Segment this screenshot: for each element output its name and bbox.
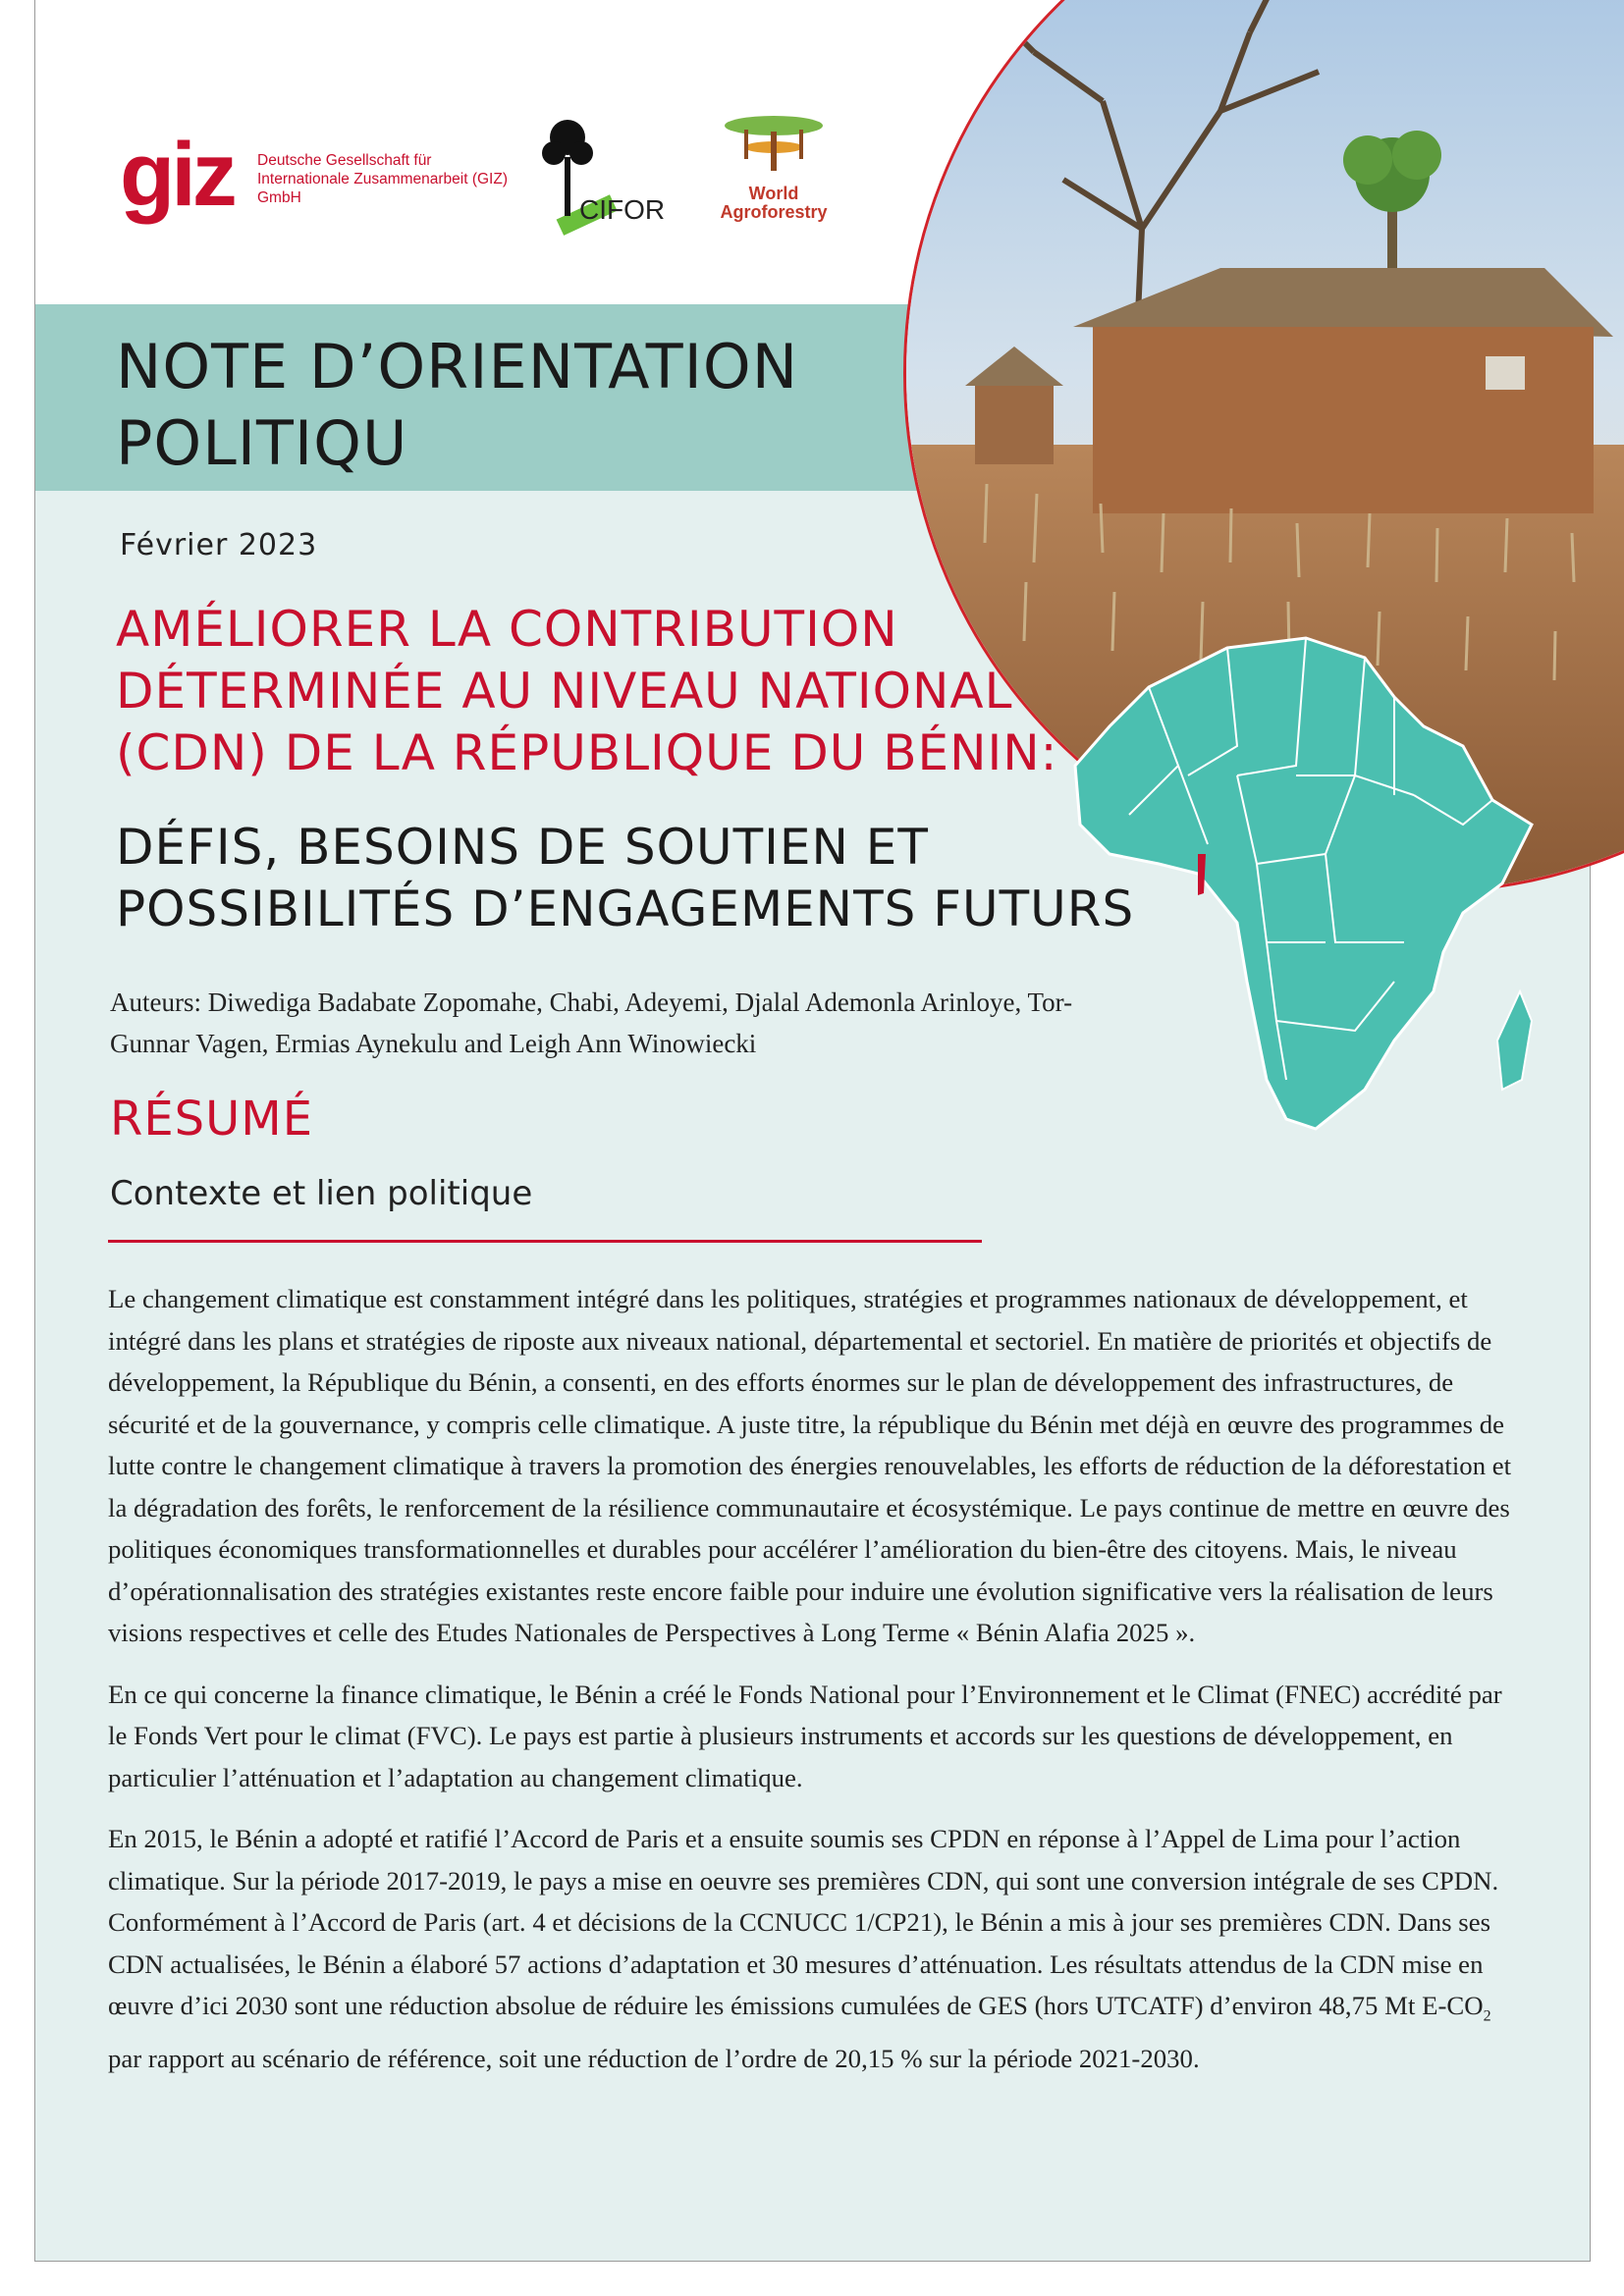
giz-mark: giz	[120, 125, 234, 225]
summary-paragraph-2: En ce qui concerne la finance climatique, le Bénin a créé le Fonds National pour l’Environnement et le Climat (FNEC) accrédité par le Fonds Vert pour le climat (FVC). Le pays est partie à plusieurs instruments et accords sur les questions de développement, en particulier l’atténuation et l’adaptation au changement climatique.	[108, 1679, 1502, 1792]
authors: Auteurs: Diwediga Badabate Zopomahe, Chabi, Adeyemi, Djalal Ademonla Arinloye, Tor-Gunnar Vagen, Ermias Aynekulu and Leigh Ann Winowiecki	[110, 988, 1073, 1058]
summary-paragraph-3: En 2015, le Bénin a adopté et ratifié l’Accord de Paris et a ensuite soumis ses CPDN en réponse à l’Appel de Lima pour l’action climatique. Sur la période 2017-2019, le pays a mise en oeuvre ses premières CDN, qui sont une conversion intégrale de ses CPDN. Conformément à l’Accord de Paris (art. 4 et décisions de la CCNUCC 1/CP21), le Bénin a mis à jour ses premières CDN. Dans ses CDN actualisées, le Bénin a élaboré 57 actions d’adaptation et 30 mesures d’atténuation. Les résultats attendus de la CDN mise en œuvre d’ici 2030 sont une réduction absolue de réduire les émissions cumulées de GES (hors UTCATF) d’environ 48,75 Mt $E-CO_2$ par rapport au scénario de référence, soit une réduction de l’ordre de 20,15 % sur la période 2021-2030.	[108, 1824, 1499, 2073]
document-type: NOTE D’ORIENTATION POLITIQU	[116, 331, 799, 479]
section-divider	[108, 1240, 982, 1243]
benin-marker	[1198, 854, 1206, 895]
title-subtitle: DÉFIS, BESOINS DE SOUTIEN ET POSSIBILITÉS D’ENGAGEMENTS FUTURS	[116, 819, 1135, 937]
world-agroforestry-logo	[715, 108, 842, 236]
giz-name: Deutsche Gesellschaft für Internationale Zusammenarbeit (GIZ) GmbH	[257, 152, 508, 206]
summary-paragraph-1: Le changement climatique est constamment intégré dans les politiques, stratégies et programmes nationaux de développement, et intégré dans les plans et stratégies de riposte aux niveaux national, départemental et sectoriel. En matière de priorités et objectifs de développement, la République du Bénin, a consenti, en des efforts énormes sur le plan de développement des infrastructures, de sécurité et de la gouvernance, y compris celle climatique. A juste titre, la république du Bénin met déjà en œuvre des programmes de lutte contre le changement climatique à travers la promotion des énergies renouvelables, les efforts de réduction de la déforestation et la dégradation des forêts, le renforcement de la résilience communautaire et écosystémique. Le pays continue de mettre en œuvre des politiques économiques transformationnelles et durables pour accélérer l’amélioration du bien-être des citoyens. Mais, le niveau d’opérationnalisation des stratégies existantes reste encore faible pour induire une évolution significative vers la réalisation de leurs visions respectives et celle des Etudes Nationales de Perspectives à Long Terme « Bénin Alafia 2025 ».	[108, 1284, 1512, 1647]
summary-heading: RÉSUMÉ	[110, 1092, 314, 1147]
title-main: AMÉLIORER LA CONTRIBUTION DÉTERMINÉE AU NIVEAU NATIONAL (CDN) DE LA RÉPUBLIQUE DU BÉNIN:	[116, 601, 1058, 781]
context-heading: Contexte et lien politique	[110, 1174, 533, 1213]
world-agroforestry-wordmark: World Agroforestry	[720, 184, 828, 222]
cifor-logo	[538, 108, 685, 236]
summary-body	[108, 1278, 1522, 2099]
cifor-wordmark: CIFOR	[579, 194, 666, 225]
publication-date: Février 2023	[120, 528, 318, 562]
